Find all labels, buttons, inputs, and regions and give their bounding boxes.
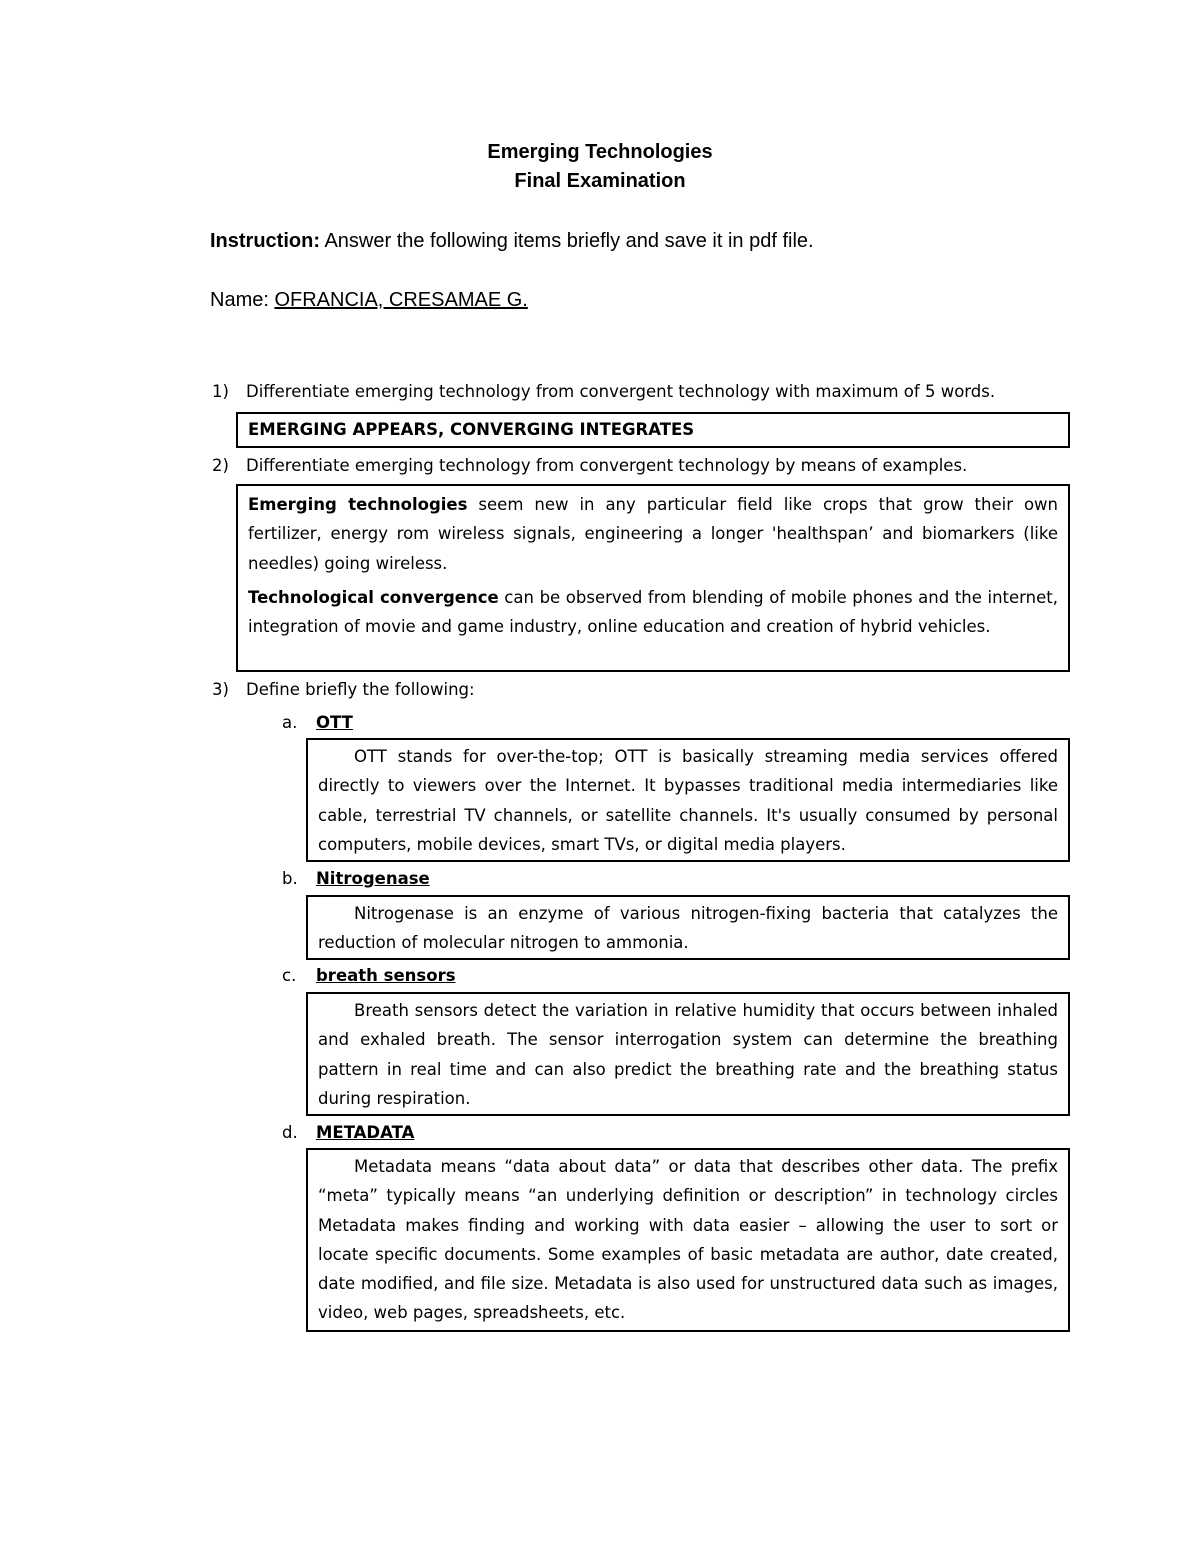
instruction-label: Instruction: — [210, 230, 320, 252]
answer-box-3c — [306, 992, 1070, 1116]
name-line — [210, 289, 528, 312]
subitem-letter: b. — [282, 869, 298, 888]
question-text: Define briefly the following: — [246, 680, 475, 699]
answer-text: seem new in any particular field like crops that grow their own fertilizer, energy rom wireless signals, engineering a longer 'healthspan’ and biomarkers (like needles) going wireless. — [248, 495, 1059, 573]
answer-paragraph-convergence — [248, 583, 1058, 642]
answer-term: Technological convergence — [248, 587, 499, 607]
question-number: 1) — [212, 382, 229, 401]
document-title: Emerging Technologies — [487, 141, 713, 163]
answer-box-3d — [306, 1148, 1070, 1332]
name-value: OFRANCIA, CRESAMAE G. — [274, 289, 528, 311]
subitem-title: breath sensors — [316, 966, 456, 985]
answer-box-1 — [236, 412, 1070, 448]
answer-text: OTT stands for over-the-top; OTT is basically streaming media services offered directly to viewers over the Internet. It bypasses traditional media intermediaries like cable, terrestrial TV channels, or satellite channels. It's usually consumed by personal computers, mobile devices, smart TVs, or digital media players. — [318, 747, 1058, 854]
subitem-title: METADATA — [316, 1123, 415, 1142]
question-text: Differentiate emerging technology from convergent technology with maximum of 5 words. — [246, 382, 996, 401]
answer-box-2 — [236, 484, 1070, 672]
name-label: Name: — [210, 289, 275, 311]
answer-text: Breath sensors detect the variation in relative humidity that occurs between inhaled and exhaled breath. The sensor interrogation system can determine the breathing pattern in real time and can also predict the breathing rate and the breathing status during respiration. — [318, 1001, 1058, 1108]
subitem-a-heading — [282, 713, 353, 732]
answer-text: EMERGING APPEARS, CONVERGING INTEGRATES — [248, 420, 695, 439]
answer-paragraph-emerging — [248, 490, 1058, 578]
subitem-d-heading — [282, 1123, 414, 1142]
answer-text: can be observed from blending of mobile phones and the internet, integration of movie and game industry, online education and creation of hybrid vehicles. — [248, 587, 1058, 637]
subitem-title: OTT — [316, 713, 353, 732]
subitem-letter: c. — [282, 966, 297, 985]
instruction-line — [210, 230, 814, 253]
question-text: Differentiate emerging technology from convergent technology by means of examples. — [246, 456, 968, 475]
subitem-letter: a. — [282, 713, 298, 732]
subitem-c-heading — [282, 966, 456, 985]
question-number: 2) — [212, 456, 229, 475]
answer-term: Emerging technologies — [248, 495, 468, 514]
question-2 — [212, 456, 967, 475]
subitem-title: Nitrogenase — [316, 869, 430, 888]
subitem-letter: d. — [282, 1123, 298, 1142]
question-1 — [212, 382, 995, 401]
question-3 — [212, 680, 475, 699]
answer-text: Nitrogenase is an enzyme of various nitrogen-fixing bacteria that catalyzes the reduction of molecular nitrogen to ammonia. — [318, 904, 1058, 953]
subitem-b-heading — [282, 869, 430, 888]
instruction-text: Answer the following items briefly and save it in pdf file. — [320, 230, 814, 252]
answer-box-3b — [306, 895, 1070, 960]
document-subtitle: Final Examination — [514, 170, 686, 192]
question-number: 3) — [212, 680, 229, 699]
answer-text: Metadata means “data about data” or data that describes other data. The prefix “meta” typically means “an underlying definition or description” in technology circles Metadata makes finding and working with data easier – allowing the user to sort or locate specific documents. Some examples of basic metadata are author, date created, date modified, and file size. Metadata is also used for unstructured data such as images, video, web pages, spreadsheets, etc. — [318, 1157, 1058, 1323]
answer-box-3a — [306, 738, 1070, 862]
